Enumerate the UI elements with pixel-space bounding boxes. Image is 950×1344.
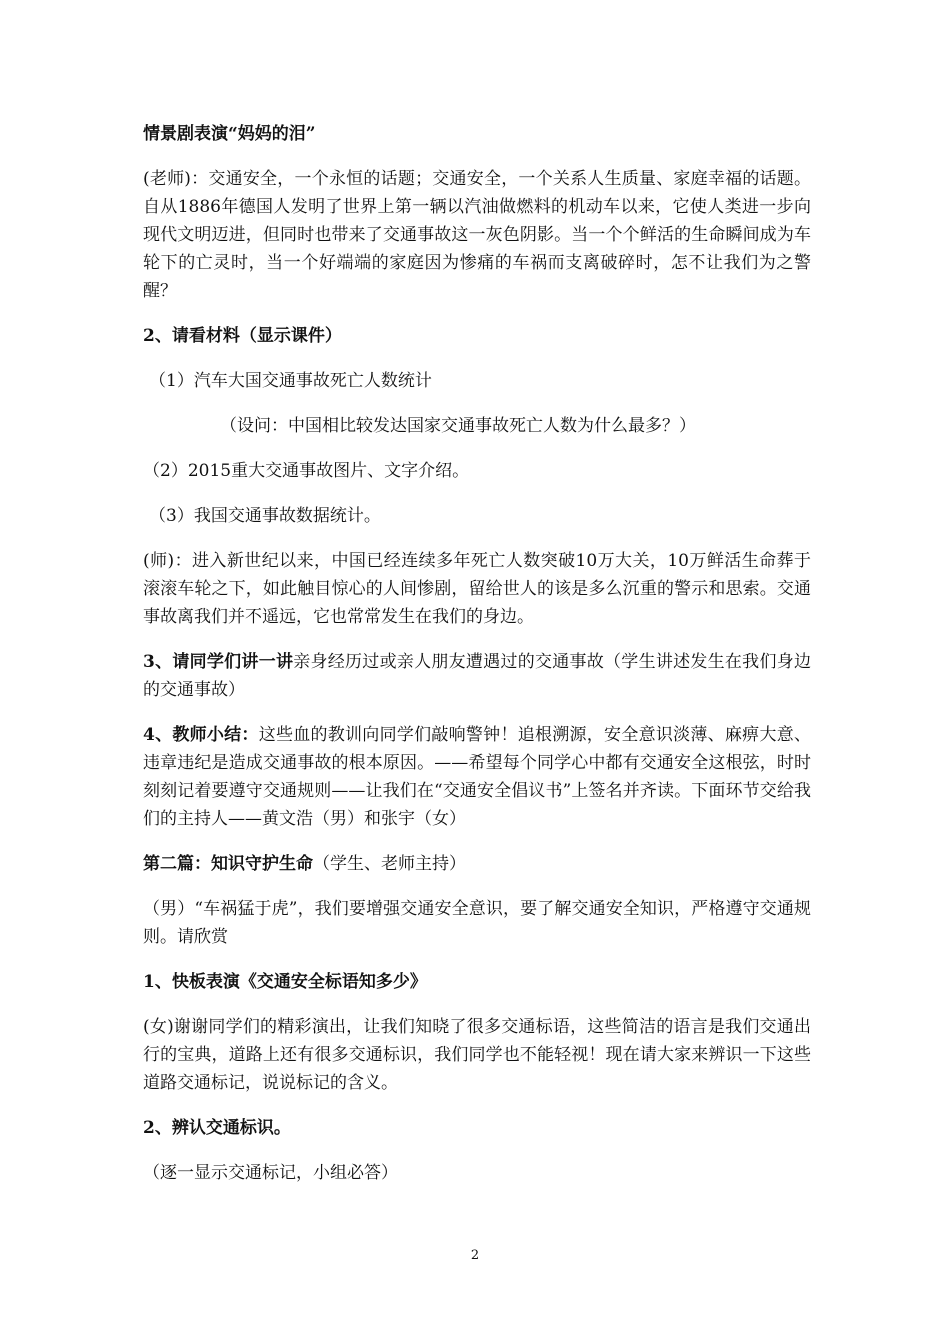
section-heading-materials — [143, 322, 811, 350]
host-male-paragraph — [143, 895, 811, 951]
section-part-two-heading — [143, 850, 811, 878]
teacher-intro-paragraph — [143, 165, 811, 305]
list-item-text: （3）我国交通事故数据统计。 — [149, 506, 381, 526]
question-note — [143, 412, 811, 440]
question-text: （设问：中国相比较发达国家交通事故死亡人数为什么最多？） — [220, 416, 696, 436]
heading-text: 第二篇：知识守护生命 — [143, 854, 313, 874]
paragraph-text: 这些血的教训向同学们敲响警钟！追根溯源，安全意识淡薄、麻痹大意、违章违纪是造成交通事故的根本原因。——希望每个同学心中都有交通安全这根弦，时时刻刻记着要遵守交通规则——让我们在“交通安全倡议书”上签名并齐读。下面环节交给我们的主持人——黄文浩（男）和张宇（女） — [143, 725, 811, 829]
section-signs-heading — [143, 1114, 811, 1142]
section-kuaiban-heading — [143, 968, 811, 996]
heading-text: 情景剧表演“妈妈的泪” — [143, 124, 316, 144]
list-item-text: （1）汽车大国交通事故死亡人数统计 — [149, 371, 432, 391]
section-teacher-summary — [143, 721, 811, 833]
heading-text: 2、请看材料（显示课件） — [143, 326, 342, 346]
heading-text: 1、快板表演《交通安全标语知多少》 — [143, 972, 427, 992]
list-item-1 — [143, 367, 811, 395]
paragraph-text: （男）“车祸猛于虎”，我们要增强交通安全意识，要了解交通安全知识，严格遵守交通规则。请欣赏 — [143, 899, 811, 947]
section-heading-drama — [143, 120, 811, 148]
signs-instruction — [143, 1159, 811, 1187]
paragraph-text: （逐一显示交通标记，小组必答） — [143, 1163, 398, 1183]
teacher-statistics-paragraph — [143, 547, 811, 631]
list-item-3 — [143, 502, 811, 530]
document-body — [143, 120, 811, 1204]
paragraph-text: 亲身经历过或亲人朋友遭遇过的交通事故（学生讲述发生在我们身边的交通事故） — [143, 652, 811, 700]
page-number: 2 — [470, 1248, 480, 1263]
heading-text: 4、教师小结： — [143, 725, 259, 745]
paragraph-text: （学生、老师主持） — [313, 854, 466, 874]
list-item-2 — [143, 457, 811, 485]
paragraph-text: (师)：进入新世纪以来，中国已经连续多年死亡人数突破10万大关，10万鲜活生命葬于滚滚车轮之下，如此触目惊心的人间惨剧，留给世人的该是多么沉重的警示和思索。交通事故离我们并不遥远，它也常常发生在我们的身边。 — [143, 551, 811, 627]
host-female-paragraph — [143, 1013, 811, 1097]
heading-text: 3、请同学们讲一讲 — [143, 652, 294, 672]
paragraph-text: (老师)：交通安全，一个永恒的话题；交通安全，一个关系人生质量、家庭幸福的话题。自从1886年德国人发明了世界上第一辆以汽油做燃料的机动车以来，它使人类进一步向现代文明迈进，但同时也带来了交通事故这一灰色阴影。当一个个鲜活的生命瞬间成为车轮下的亡灵时，当一个好端端的家庭因为惨痛的车祸而支离破碎时，怎不让我们为之警醒？ — [143, 169, 811, 301]
list-item-text: （2）2015重大交通事故图片、文字介绍。 — [143, 461, 470, 481]
paragraph-text: (女)谢谢同学们的精彩演出，让我们知晓了很多交通标语，这些简洁的语言是我们交通出行的宝典，道路上还有很多交通标识，我们同学也不能轻视！现在请大家来辨识一下这些道路交通标记，说说标记的含义。 — [143, 1017, 811, 1093]
heading-text: 2、辨认交通标识。 — [143, 1118, 291, 1138]
section-students-share — [143, 648, 811, 704]
